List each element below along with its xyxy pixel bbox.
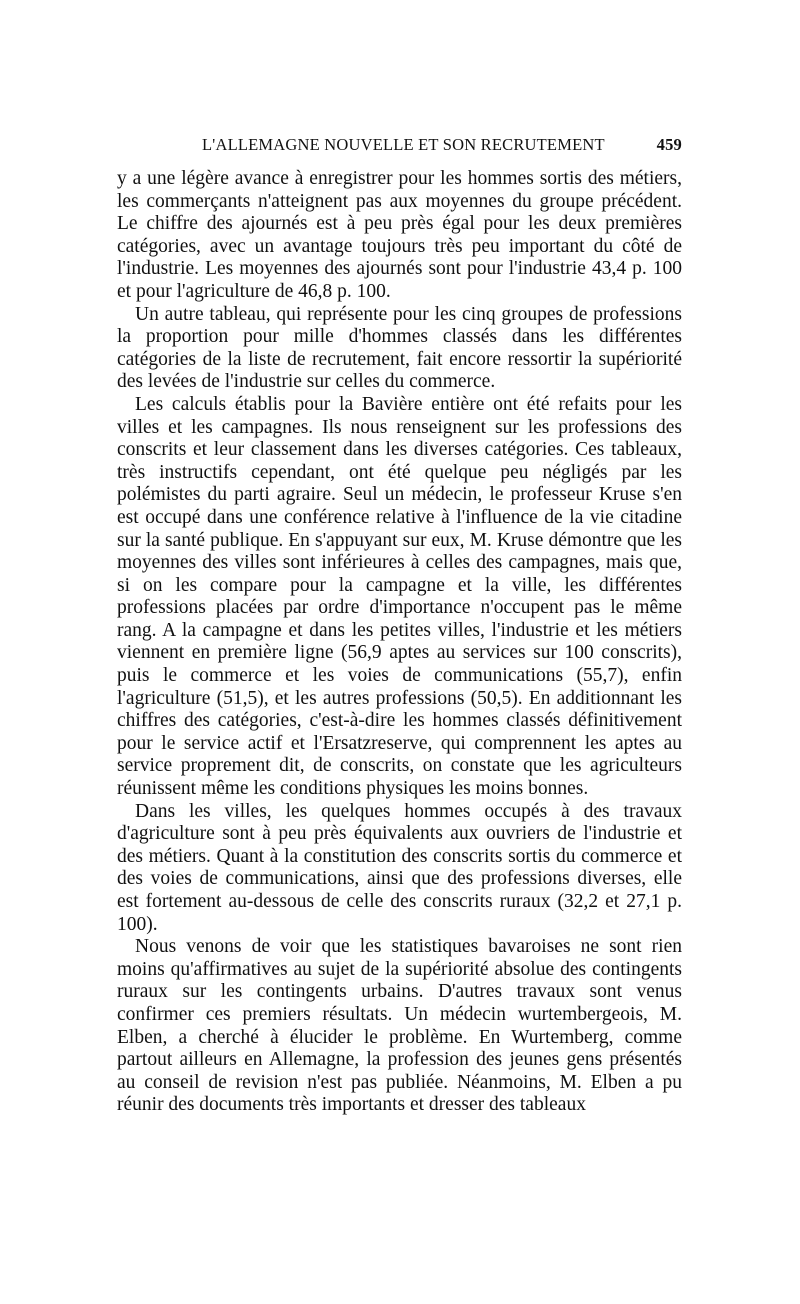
paragraph: Dans les villes, les quelques hommes occupés à des travaux d'agriculture sont à peu près équivalents aux ouvriers de l'industrie et des métiers. Quant à la constitution des conscrits sortis du commerce et des voies de communications, ainsi que des professions diverses, elle est fortement au-dessous de celle des conscrits ruraux (32,2 et 27,1 p. 100).: [117, 800, 682, 935]
running-title: L'ALLEMAGNE NOUVELLE ET SON RECRUTEMENT: [202, 135, 605, 154]
paragraph: Nous venons de voir que les statistiques bavaroises ne sont rien moins qu'affirmatives au sujet de la supériorité absolue des contingents ruraux sur les contingents urbains. D'autres travaux sont venus confirmer ces premiers résultats. Un médecin wurtembergeois, M. Elben, a cherché à élucider le problème. En Wurtemberg, comme partout ailleurs en Allemagne, la profession des jeunes gens présentés au conseil de revision n'est pas publiée. Néanmoins, M. Elben a pu réunir des documents très importants et dresser des tableaux: [117, 936, 682, 1116]
paragraph: Un autre tableau, qui représente pour les cinq groupes de professions la proportion pour mille d'hommes classés dans les différentes catégories de la liste de recrutement, fait encore ressortir la supériorité des levées de l'industrie sur celles du commerce.: [117, 303, 682, 393]
paragraph-continued: y a une légère avance à enregistrer pour les hommes sortis des métiers, les commerçants n'atteignent pas aux moyennes du groupe précédent. Le chiffre des ajournés est à peu près égal pour les deux premières catégories, avec un avantage toujours très peu important du côté de l'industrie. Les moyennes des ajournés sont pour l'industrie 43,4 p. 100 et pour l'agriculture de 46,8 p. 100.: [117, 168, 682, 302]
paragraph: Les calculs établis pour la Bavière entière ont été refaits pour les villes et les campagnes. Ils nous renseignent sur les professions des conscrits et leur classement dans les diverses catégories. Ces tableaux, très instructifs cependant, ont été quelque peu négligés par les polémistes du parti agraire. Seul un médecin, le professeur Kruse s'en est occupé dans une conférence relative à l'influence de la vie citadine sur la santé publique. En s'appuyant sur eux, M. Kruse démontre que les moyennes des villes sont inférieures à celles des campagnes, mais que, si on les compare pour la campagne et la ville, les différentes professions placées par ordre d'importance n'occupent pas le même rang. A la campagne et dans les petites villes, l'industrie et les métiers viennent en première ligne (56,9 aptes au services sur 100 conscrits), puis le commerce et les voies de communications (55,7), enfin l'agriculture (51,5), et les autres professions (50,5). En additionnant les chiffres des catégories, c'est-à-dire les hommes classés définitivement pour le service actif et l'Ersatzreserve, qui comprennent les aptes au service proprement dit, de conscrits, on constate que les agriculteurs réunissent même les conditions physiques les moins bonnes.: [117, 393, 682, 800]
running-header: [117, 135, 682, 157]
page-number: 459: [656, 135, 682, 154]
body-text: [117, 168, 682, 1117]
